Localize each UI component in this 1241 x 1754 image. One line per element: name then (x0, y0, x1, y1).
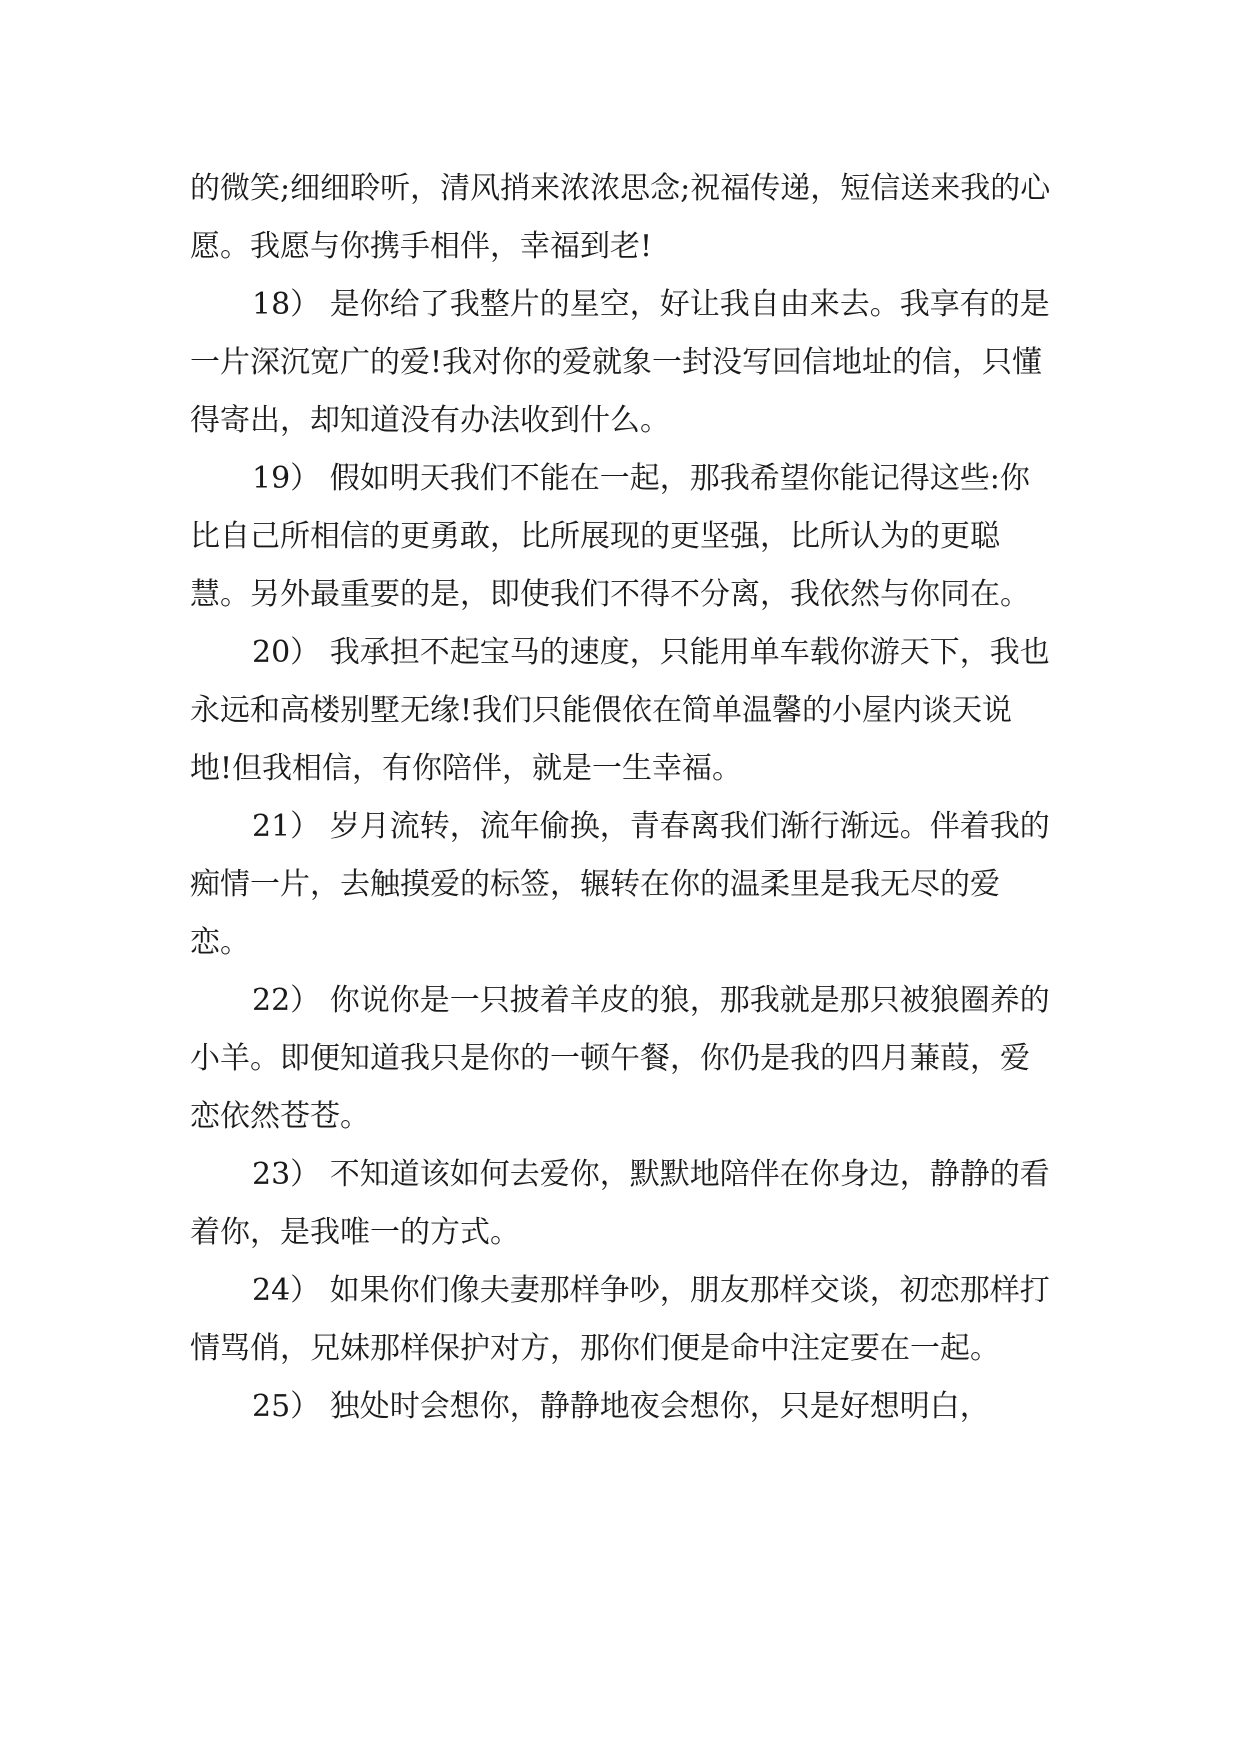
paragraph-22: 22） 你说你是一只披着羊皮的狼，那我就是那只被狼圈养的小羊。即便知道我只是你的一顿午餐，你仍是我的四月蒹葭，爱恋依然苍苍。 (190, 983, 1050, 1134)
paragraph-continuation: 的微笑;细细聆听，清风捎来浓浓思念;祝福传递，短信送来我的心愿。我愿与你携手相伴，幸福到老! (190, 171, 1051, 264)
document-body (190, 160, 1052, 1436)
paragraph-25: 25） 独处时会想你，静静地夜会想你，只是好想明白， (252, 1389, 990, 1424)
paragraph-18: 18） 是你给了我整片的星空，好让我自由来去。我享有的是一片深沉宽广的爱!我对你的爱就象一封没写回信地址的信，只懂得寄出，却知道没有办法收到什么。 (190, 287, 1050, 438)
paragraph-23: 23） 不知道该如何去爱你，默默地陪伴在你身边，静静的看着你，是我唯一的方式。 (190, 1157, 1050, 1250)
paragraph-21: 21） 岁月流转，流年偷换，青春离我们渐行渐远。伴着我的痴情一片，去触摸爱的标签，辗转在你的温柔里是我无尽的爱恋。 (190, 809, 1050, 960)
paragraph-24: 24） 如果你们像夫妻那样争吵，朋友那样交谈，初恋那样打情骂俏，兄妹那样保护对方，那你们便是命中注定要在一起。 (190, 1273, 1050, 1366)
paragraph-19: 19） 假如明天我们不能在一起，那我希望你能记得这些:你比自己所相信的更勇敢，比所展现的更坚强，比所认为的更聪慧。另外最重要的是，即使我们不得不分离，我依然与你同在。 (190, 461, 1030, 612)
paragraph-20: 20） 我承担不起宝马的速度，只能用单车载你游天下，我也永远和高楼别墅无缘!我们只能偎依在简单温馨的小屋内谈天说地!但我相信，有你陪伴，就是一生幸福。 (190, 635, 1050, 786)
